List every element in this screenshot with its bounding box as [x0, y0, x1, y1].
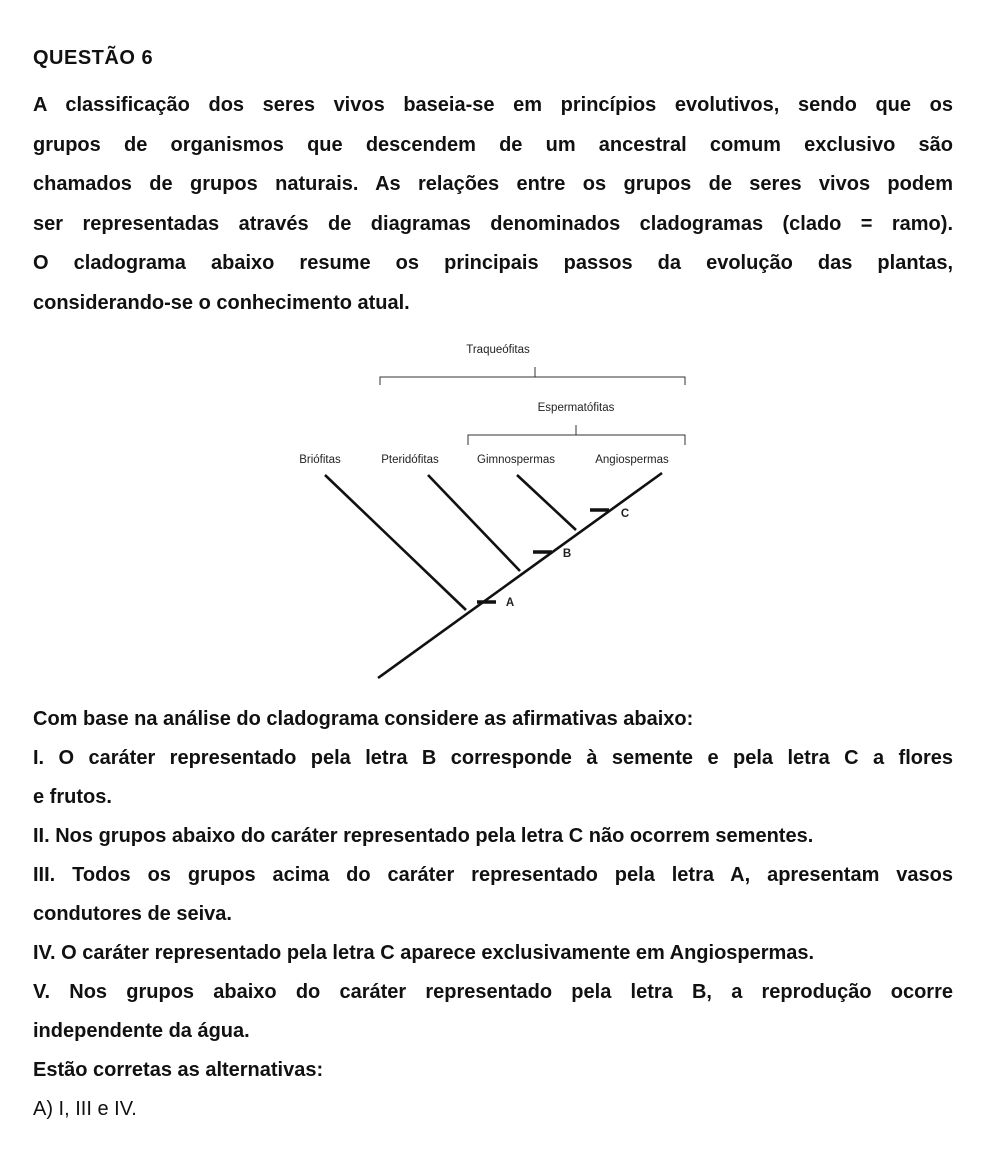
taxon-briofitas: Briófitas	[299, 454, 341, 466]
lead-text: Com base na análise do cladograma considere as afirmativas abaixo:	[33, 708, 694, 730]
answer-option-a: A) I, III e IV.	[33, 1098, 137, 1120]
statements-lead	[33, 700, 953, 739]
cladogram-main-stem	[378, 473, 662, 678]
intro-line: grupos de organismos que descendem de um ancestral comum exclusivo são	[33, 133, 953, 156]
marker-c-label: C	[620, 508, 630, 520]
statement-1	[33, 739, 953, 817]
intro-line: O cladograma abaixo resume os principais passos da evolução das plantas,	[33, 252, 953, 274]
intro-line: ser representadas através de diagramas denominados cladogramas (clado = ramo).	[33, 212, 953, 235]
statement-line: independente da água.	[33, 1020, 250, 1042]
marker-b-label: B	[562, 548, 572, 560]
answer-prompt	[33, 1051, 953, 1090]
intro-line: chamados de grupos naturais. As relações entre os grupos de seres vivos podem	[33, 173, 953, 195]
statement-5	[33, 973, 953, 1051]
statement-line: e frutos.	[33, 786, 112, 808]
question-block	[33, 44, 953, 323]
label-espermatofitas: Espermatófitas	[537, 402, 615, 414]
statement-line: condutores de seiva.	[33, 903, 232, 925]
taxon-gimnospermas: Gimnospermas	[477, 454, 555, 466]
branch-pteridofitas	[428, 475, 520, 571]
statement-line: IV. O caráter representado pela letra C aparece exclusivamente em Angiospermas.	[33, 942, 815, 964]
bracket-espermatofitas	[468, 435, 685, 445]
statement-2	[33, 817, 953, 856]
intro-line: A classificação dos seres vivos baseia-se em princípios evolutivos, sendo que os	[33, 94, 953, 116]
statement-4	[33, 934, 953, 973]
question-title: QUESTÃO 6	[33, 47, 154, 69]
statement-3	[33, 856, 953, 934]
statement-line: III. Todos os grupos acima do caráter representado pela letra A, apresentam vasos	[33, 864, 953, 886]
taxon-pteridofitas: Pteridófitas	[381, 454, 439, 466]
label-traqueofitas: Traqueófitas	[466, 344, 530, 356]
intro-line: considerando-se o conhecimento atual.	[33, 291, 410, 314]
statement-line: V. Nos grupos abaixo do caráter representado pela letra B, a reprodução ocorre	[33, 981, 953, 1003]
branch-gimnospermas	[517, 475, 576, 530]
bracket-traqueofitas	[380, 377, 685, 385]
taxon-angiospermas: Angiospermas	[595, 454, 669, 466]
prompt-text: Estão corretas as alternativas:	[33, 1059, 324, 1081]
question-intro	[33, 86, 953, 323]
statement-line: II. Nos grupos abaixo do caráter representado pela letra C não ocorrem sementes.	[33, 825, 814, 847]
statements-block	[33, 700, 953, 1129]
cladogram-svg	[280, 333, 710, 693]
branch-briofitas	[325, 475, 466, 610]
marker-a-label: A	[505, 597, 515, 609]
statement-line: I. O caráter representado pela letra B corresponde à semente e pela letra C a flores	[33, 747, 953, 769]
cladogram-figure	[280, 333, 710, 693]
